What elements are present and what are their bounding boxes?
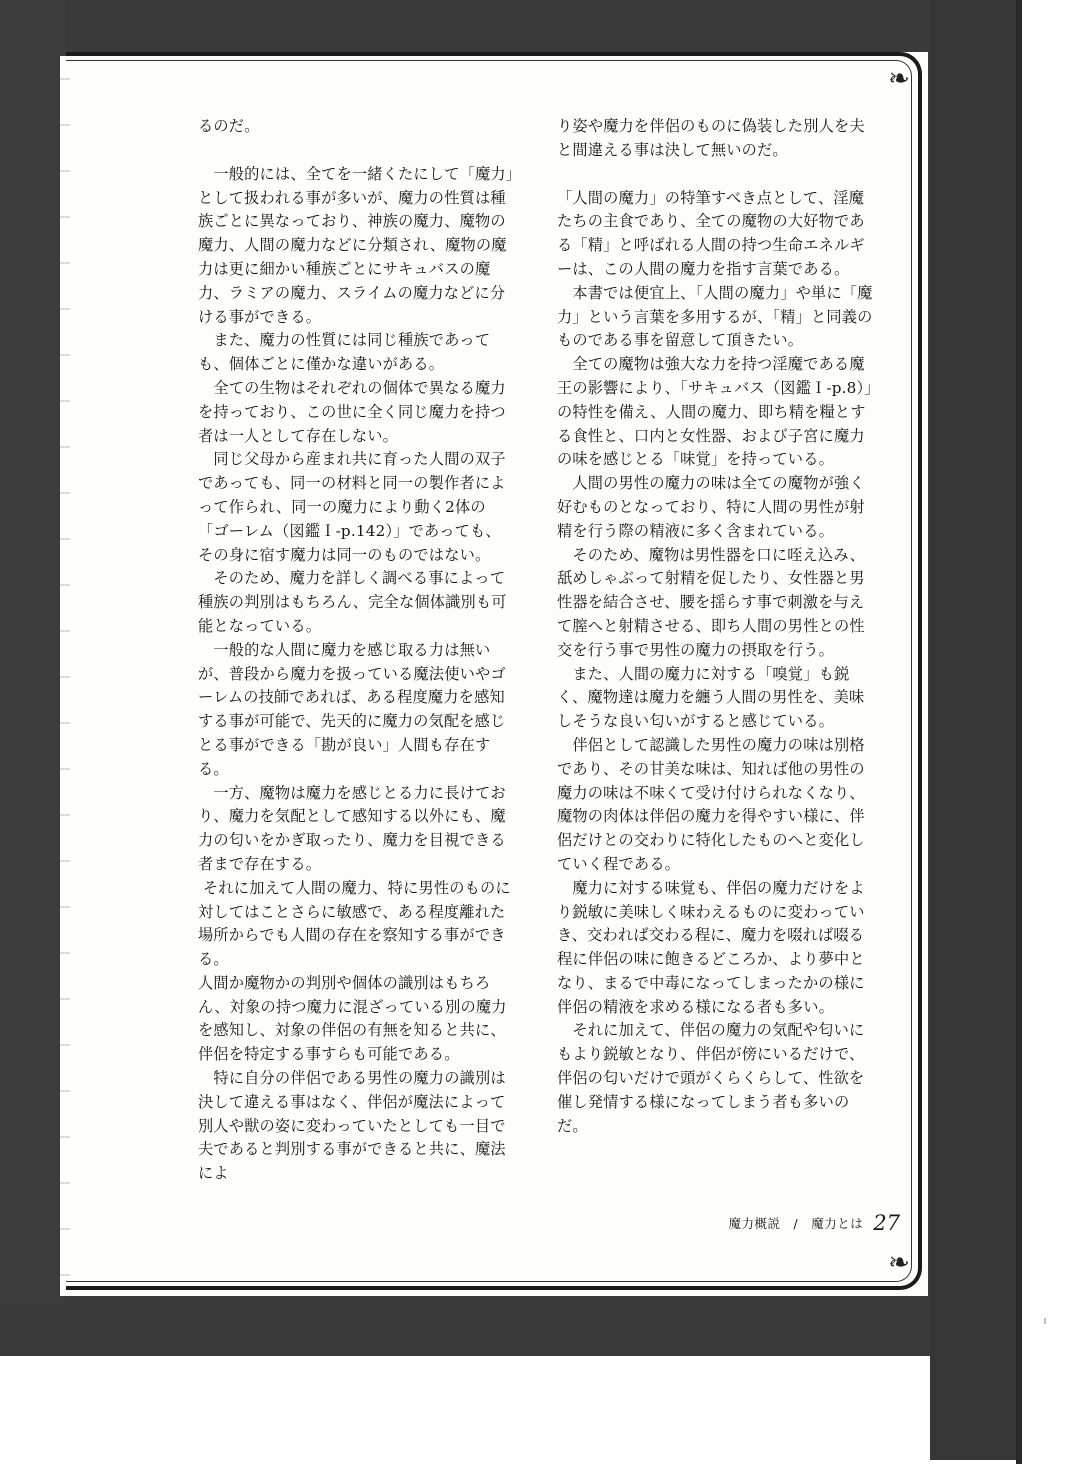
paragraph: 「人間の魔力」の特筆すべき点として、淫魔たちの主食であり、全ての魔物の大好物である「精」と呼ばれる人間の持つ生命エネルギーは、この人間の魔力を指す言葉である。 [557,188,865,278]
paragraph: 同じ父母から産まれ共に育った人間の双子であっても、同一の材料と同一の製作者によって作られ、同一の魔力により動く2体の「ゴーレム（図鑑Ｉ-p.142）」であっても、その身に宿す魔力は同一のものではない。 [198,450,506,564]
text-column-right [557,115,875,1138]
ornament-corner-top-icon: ❧ [888,64,910,94]
page-footer [700,1208,900,1238]
scanner-background-right [930,0,1022,1460]
paragraph: 伴侶として認識した男性の魔力の味は別格であり、その甘美な味は、知れば他の男性の魔力の味は不味くて受け付けられなくなり、魔物の肉体は伴侶の魔力を得やすい様に、伴侶だけとの交わりに特化したものへと変化していく程である。 [557,735,865,873]
page-number: 27 [873,1211,900,1235]
paragraph: 特に自分の伴侶である男性の魔力の識別は決して違える事はなく、伴侶が魔法によって別人や獣の姿に変わっていたとしても一目で夫であると判別する事ができると共に、魔法によ [198,1069,506,1183]
running-footer-label: 魔力概説 / 魔力とは [728,1216,864,1231]
paragraph: 一方、魔物は魔力を感じとる力に長けており、魔力を気配として感知する以外にも、魔力の匂いをかぎ取ったり、魔力を目視できる者まで存在する。 [198,783,506,873]
paragraph: 全ての魔物は強大な力を持つ淫魔である魔王の影響により、「サキュバス（図鑑Ｉ-p.8）」の特性を備え、人間の魔力、即ち精を糧とする食性と、口内と女性器、および子宮に魔力の味を感じとる「味覚」を持っている。 [557,355,873,469]
paragraph: それに加えて人間の魔力、特に男性のものに対してはことさらに敏感で、ある程度離れた場所からでも人間の存在を察知する事ができる。 [198,878,511,969]
paragraph: 人間か魔物かの判別や個体の識別はもちろん、対象の持つ魔力に混ざっている別の魔力を感知し、対象の伴侶の有無を知ると共に、伴侶を特定する事すらも可能である。 [198,973,507,1064]
text-column-left [198,115,516,1186]
paragraph: また、魔力の性質には同じ種族であっても、個体ごとに僅かな違いがある。 [198,331,491,374]
scan-mark [1044,1318,1046,1324]
paragraph: 一般的な人間に魔力を感じ取る力は無いが、普段から魔力を扱っている魔法使いやゴーレムの技師であれば、ある程度魔力を感知する事が可能で、先天的に魔力の気配を感じとる事ができる「勘が良い」人間も存在する。 [198,640,506,778]
paragraph: そのため、魔力を詳しく調べる事によって種族の判別はもちろん、完全な個体識別も可能となっている。 [198,569,507,635]
paragraph: 魔力に対する味覚も、伴侶の魔力だけをより鋭敏に美味しく味わえるものに変わっていき、交われば交わる程に、魔力を啜れば啜る程に伴侶の味に飽きるどころか、より夢中となり、まるで中毒になってしまったかの様に伴侶の精液を求める様になる者も多い。 [557,878,865,1016]
scanner-margin [1022,0,1080,1464]
paragraph: 一般的には、全てを一緒くたにして「魔力」として扱われる事が多いが、魔力の性質は種族ごとに異なっており、神族の魔力、魔物の魔力、人間の魔力などに分類され、魔物の魔力は更に細かい種族ごとにサキュバスの魔力、ラミアの魔力、スライムの魔力などに分ける事ができる。 [198,164,514,326]
paragraph-gap [557,163,875,187]
paragraph: り姿や魔力を伴侶のものに偽装した別人を夫と間違える事は決して無いのだ。 [557,117,865,159]
paragraph-gap [198,139,516,163]
paragraph: 全ての生物はそれぞれの個体で異なる魔力を持っており、この世に全く同じ魔力を持つ者は一人として存在しない。 [198,378,506,445]
paragraph: そのため、魔物は男性器を口に咥え込み、舐めしゃぶって射精を促したり、女性器と男性器を結合させ、腰を揺らす事で刺激を与えて膣へと射精させる、即ち人間の男性との性交を行う事で男性の魔力の摂取を行う。 [557,545,866,659]
ornament-corner-bottom-icon: ❧ [888,1248,910,1278]
paragraph: また、人間の魔力に対する「嗅覚」も鋭く、魔物達は魔力を纏う人間の男性を、美味しそうな良い匂いがすると感じている。 [557,664,865,731]
scanner-background-left [0,0,66,1300]
paragraph: 人間の男性の魔力の味は全ての魔物が強く好むものとなっており、特に人間の男性が射精を行う際の精液に多く含まれている。 [557,474,865,540]
paragraph: 本書では便宜上、「人間の魔力」や単に「魔力」という言葉を多用するが、「精」と同義のものである事を留意して頂きたい。 [557,283,873,350]
paragraph: それに加えて、伴侶の魔力の気配や匂いにもより鋭敏となり、伴侶が傍にいるだけで、伴侶の匂いだけで頭がくらくらして、性欲を催し発情する様になってしまう者も多いのだ。 [557,1021,865,1135]
paragraph: るのだ。 [198,117,260,135]
